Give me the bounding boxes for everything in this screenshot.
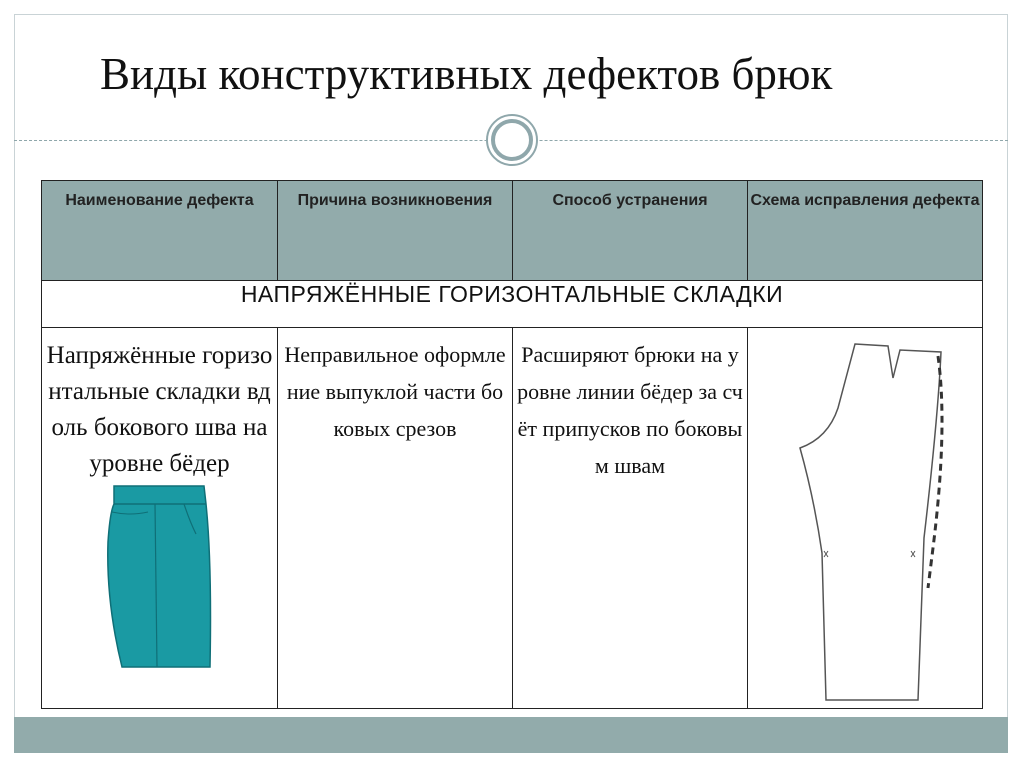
skirt-illustration xyxy=(100,482,220,672)
fix-text: Расширяют брюки на уровне линии бёдер за счёт припусков по боковым швам xyxy=(517,342,743,478)
header-fix: Способ устранения xyxy=(513,181,748,281)
header-scheme: Схема исправления дефекта xyxy=(748,181,983,281)
defect-name-cell xyxy=(42,328,278,709)
scheme-cell xyxy=(748,328,983,709)
slide-title: Виды конструктивных дефектов брюк xyxy=(100,49,833,99)
fix-cell xyxy=(513,328,748,709)
defect-name-text: Напряжённые горизонтальные складки вдоль бокового шва на уровне бёдер xyxy=(46,342,273,477)
header-defect-name: Наименование дефекта xyxy=(42,181,278,281)
header-cause: Причина возникновения xyxy=(278,181,513,281)
cause-cell xyxy=(278,328,513,709)
header-row xyxy=(42,181,983,281)
ring-ornament-icon xyxy=(485,113,539,167)
defects-table xyxy=(41,180,983,709)
cause-text: Неправильное оформление выпуклой части боковых срезов xyxy=(284,342,506,441)
table-row xyxy=(42,328,983,709)
section-row xyxy=(42,281,983,328)
section-title: НАПРЯЖЁННЫЕ ГОРИЗОНТАЛЬНЫЕ СКЛАДКИ xyxy=(42,281,983,328)
footer-bar xyxy=(14,717,1008,753)
trouser-pattern-diagram xyxy=(788,338,958,708)
